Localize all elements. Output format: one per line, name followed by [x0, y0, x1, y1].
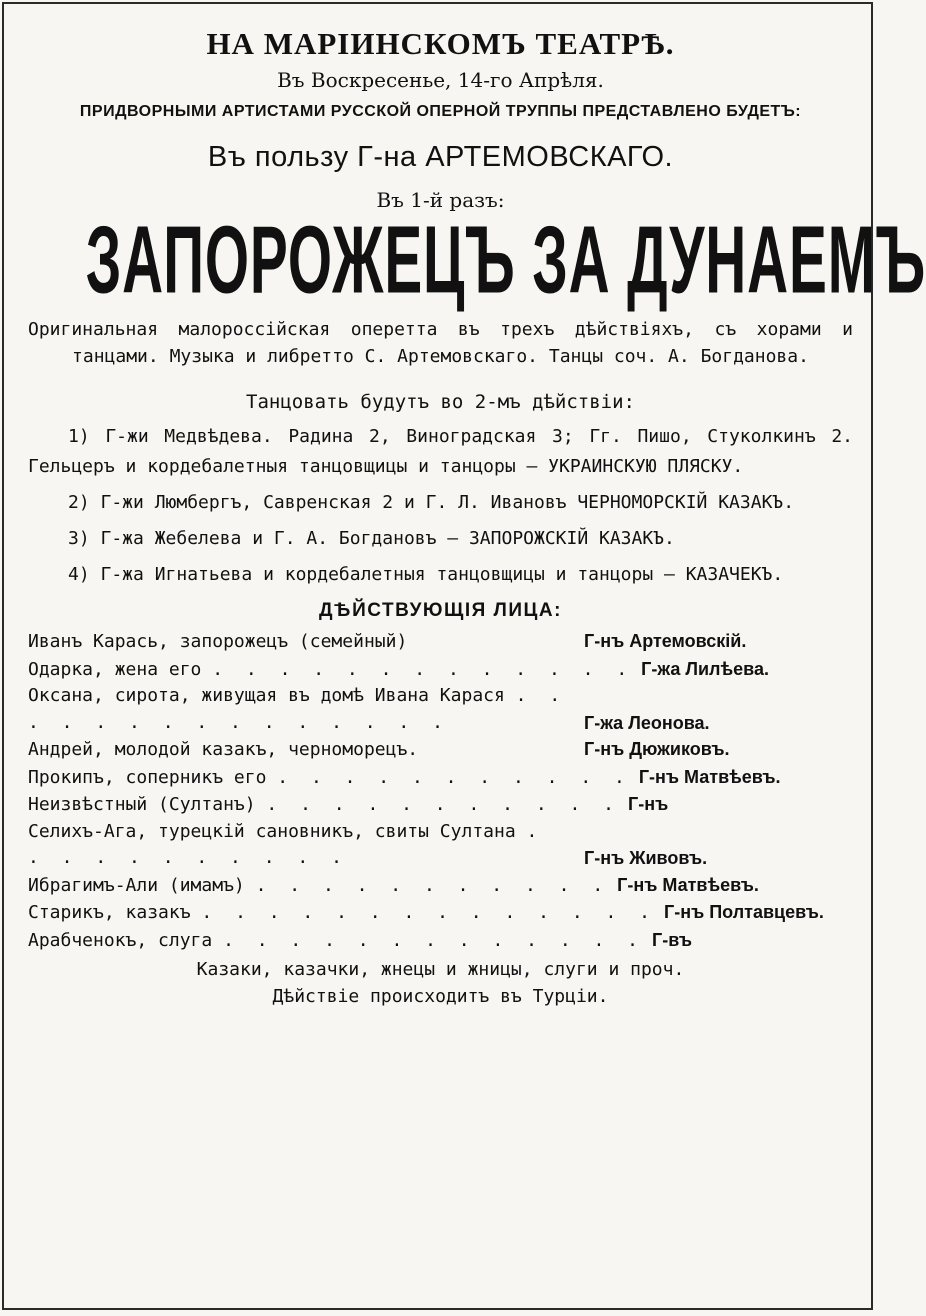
setting-line: Дѣйствіе происходитъ въ Турціи. [272, 986, 609, 1007]
cast-role: Неизвѣстный (Султанъ) . . . . . . . . . . . [28, 794, 620, 815]
cast-row [28, 927, 853, 955]
dance-item: 1) Г-жи Медвѣдева. Радина 2, Виноградская 3; Гг. Пишо, Стуколкинъ 2. Гельцеръ и кордебалетныя танцовщицы и танцоры — УКРАИНСКУЮ ПЛЯСКУ. [28, 426, 853, 477]
cast-row [28, 683, 853, 736]
poster [2, 2, 926, 1310]
benefit-line: Въ пользу Г-на АРТЕМОВСКАГО. [207, 141, 674, 173]
cast-role: Старикъ, казакъ . . . . . . . . . . . . . . [28, 902, 657, 923]
cast-actor: Г-нъ Полтавцевъ. [664, 902, 824, 922]
cast-role: Прокипъ, соперникъ его . . . . . . . . . . . [28, 766, 631, 788]
troupe-line: ПРИДВОРНЫМИ АРТИСТАМИ РУССКОЙ ОПЕРНОЙ ТРУППЫ ПРЕДСТАВЛЕНО БУДЕТЪ: [79, 103, 802, 120]
cast-role: Арабченокъ, слуга . . . . . . . . . . . . . [28, 929, 645, 951]
cast-actor: Г-нъ Живовъ. [584, 848, 708, 868]
cast-actor: Г-жа Лилѣева. [641, 658, 769, 679]
cast-row [28, 872, 853, 900]
cast-actor: Г-нъ Матвѣевъ. [617, 874, 759, 895]
cast-role: Андрей, молодой казакъ, черноморецъ. [28, 739, 419, 760]
dances-heading: Танцовать будутъ во 2-мъ дѣйствіи: [246, 391, 635, 413]
cast-row [28, 656, 853, 684]
cast-row [28, 791, 853, 819]
dance-item: 3) Г-жа Жебелева и Г. А. Богдановъ — ЗАПОРОЖСКІЙ КАЗАКЪ. [68, 528, 675, 549]
opera-title: ЗАПОРОЖЕЦЪ ЗА ДУНАЕМЪ [85, 205, 926, 313]
cast-actor: Г-нъ [628, 794, 669, 814]
dance-item: 2) Г-жи Люмбергъ, Савренская 2 и Г. Л. Ивановъ ЧЕРНОМОРСКІЙ КАЗАКЪ. [68, 492, 795, 513]
cast-role: Одарка, жена его . . . . . . . . . . . . . [28, 658, 634, 680]
cast-actor: Г-въ [652, 929, 692, 950]
cast-row [28, 819, 853, 872]
theatre-name: НА МАРІИНСКОМЪ ТЕАТРѢ. [206, 26, 675, 61]
extras-line: Казаки, казачки, жнецы и жницы, слуги и проч. [196, 959, 685, 980]
cast-actor: Г-нъ Дюжиковъ. [584, 739, 730, 759]
cast-role: Селихъ-Ага, турецкій сановникъ, свиты Султана . . . . . . . . . . . [28, 820, 544, 868]
dance-item: 4) Г-жа Игнатьева и кордебалетныя танцовщицы и танцоры — КАЗАЧЕКЪ. [68, 564, 784, 585]
cast-actor: Г-нъ Артемовскій. [584, 631, 747, 651]
cast-actor: Г-нъ Матвѣевъ. [638, 766, 781, 787]
performance-date: Въ Воскресенье, 14-го Апрѣля. [277, 68, 604, 92]
cast-row [28, 736, 853, 764]
cast-actor: Г-жа Леонова. [584, 712, 710, 733]
first-time-line: Въ 1-й разъ: [376, 188, 505, 212]
cast-list [28, 628, 853, 954]
cast-role: Ибрагимъ-Али (имамъ) . . . . . . . . . . . [28, 874, 610, 896]
cast-role: Оксана, сирота, живущая въ домѣ Ивана Карася . . . . . . . . . . . . . . . [28, 685, 567, 733]
cast-row [28, 899, 853, 927]
cast-role: Иванъ Карась, запорожецъ (семейный) [28, 631, 408, 652]
cast-heading: ДѢЙСТВУЮЩІЯ ЛИЦА: [319, 600, 562, 621]
opera-description: Оригинальная малороссійская оперетта въ трехъ дѣйствіяхъ, съ хорами и танцами. Музыка и либретто С. Артемовскаго. Танцы соч. А. Богданова. [28, 319, 853, 367]
cast-row [28, 764, 853, 792]
cast-row [28, 628, 853, 656]
